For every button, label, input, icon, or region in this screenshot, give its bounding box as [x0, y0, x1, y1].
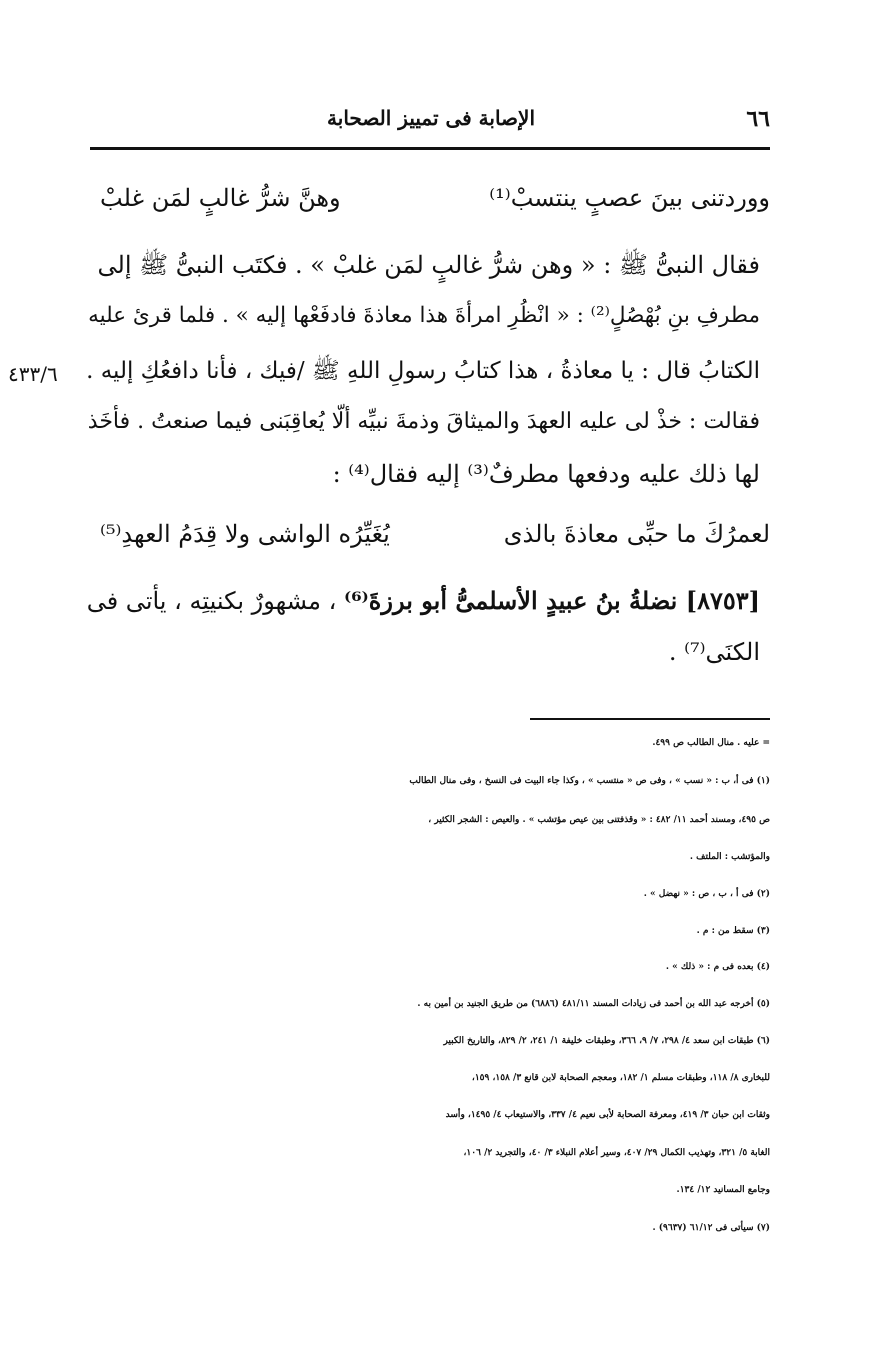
prose-line-1: فقال النبىُّ ﷺ : « وهن شرُّ غالبٍ لمَن غلبْ » . فكتَب النبىُّ ﷺ إلى — [97, 251, 760, 279]
poem-verse-1 — [100, 184, 770, 224]
entry-line-1 — [86, 586, 760, 615]
footnote-line: (٣) سقط من : م . — [696, 926, 770, 936]
footnote-line: (٥) أخرجه عبد الله بن أحمد فى زيادات المسند ٤٨١/١١ (٦٨٨٦) من طريق الجنيد بن أمين به . — [417, 999, 770, 1009]
footnote-separator — [530, 718, 770, 720]
prose-line-5: لها ذلك عليه ودفعها مطرفٌ⁽³⁾ إليه فقال⁽⁴⁾ : — [332, 460, 760, 488]
poem-verse-2-second-hemistich: يُغَيِّرُه الواشى ولا قِدَمُ العهدِ⁽⁵⁾ — [100, 520, 390, 548]
footnote-line: ص ٤٩٥، ومسند أحمد ١١/ ٤٨٢ : « وقذفتنى بين عيص مؤتشب » . والعيص : الشجر الكثير ، — [428, 815, 770, 825]
running-title: الإصابة فى تمييز الصحابة — [327, 106, 535, 130]
entry-text: ، مشهورٌ بكنيتِه ، يأتى فى — [86, 587, 337, 615]
footnote-line: الغابة ٥/ ٣٢١، وتهذيب الكمال ٢٩/ ٤٠٧، وسير أعلام النبلاء ٣/ ٤٠، والتجريد ٢/ ١٠٦، — [463, 1148, 770, 1158]
footnote-line: والمؤتشب : الملتف . — [689, 852, 770, 862]
page-number: ٦٦ — [746, 106, 770, 132]
footnote-line: (٢) فى أ ، ب ، ص : « نهضل » . — [643, 889, 770, 899]
footnote-line: (٦) طبقات ابن سعد ٤/ ٢٩٨، ٧/ ٩، ٣٦٦، وطبقات خليفة ١/ ٢٤١، ٢/ ٨٢٩، والتاريخ الكبير — [443, 1036, 770, 1046]
footnote-line: وثقات ابن حبان ٣/ ٤١٩، ومعرفة الصحابة لأبى نعيم ٤/ ٣٣٧، والاستيعاب ٤/ ١٤٩٥، وأسد — [445, 1110, 770, 1120]
footnote-line: (٤) بعده فى م : « ذلك » . — [665, 962, 770, 972]
poem-verse-1-first-hemistich: ووردتنى بينَ عصبٍ ينتسبْ⁽¹⁾ — [489, 184, 770, 212]
poem-verse-1-second-hemistich: وهنَّ شرُّ غالبٍ لمَن غلبْ — [100, 184, 341, 212]
header-rule — [90, 147, 770, 150]
footnote-line: = عليه . منال الطالب ص ٤٩٩. — [652, 738, 770, 748]
entry-heading: [٨٧٥٣] نضلةُ بنُ عبيدٍ الأسلمىُّ أبو برزةَ⁽⁶⁾ — [343, 586, 760, 615]
footnote-line: للبخارى ٨/ ١١٨، وطبقات مسلم ١/ ١٨٢، ومعجم الصحابة لابن قانع ٣/ ١٥٨، ١٥٩، — [471, 1073, 770, 1083]
page-header — [90, 104, 770, 144]
footnote-line: وجامع المسانيد ١٢/ ١٣٤. — [676, 1185, 770, 1195]
footnote-line: (٧) سيأتى فى ٦١/١٢ (٩٦٣٧) . — [652, 1223, 770, 1233]
margin-reference: ٤٣٣/٦ — [8, 362, 58, 386]
footnote-line: (١) فى أ، ب : « نسب » ، وفى ص « منتسب » ، وكذا جاء البيت فى النسخ ، وفى منال الطالب — [409, 776, 770, 786]
poem-verse-2 — [100, 520, 770, 560]
prose-line-4: فقالت : خذْ لى عليه العهدَ والميثاقَ وذمةَ نبيِّه ألّا يُعاقِبَنى فيما صنعتُ . فأخَذ — [87, 409, 760, 434]
prose-line-3: الكتابُ قال : يا معاذةُ ، هذا كتابُ رسولِ اللهِ ﷺ /فيك ، فأنا دافعُكِ إليه . — [86, 358, 760, 384]
entry-line-2: الكنَى⁽⁷⁾ . — [668, 638, 760, 666]
prose-line-2: مطرفِ بنِ بُهْصُلٍ⁽²⁾ : « انْظُرِ امرأةَ هذا معاذةَ فادفَعْها إليه » . فلما قرئ عليه — [88, 303, 760, 328]
poem-verse-2-first-hemistich: لعمرُكَ ما حبِّى معاذةَ بالذى — [503, 520, 770, 548]
